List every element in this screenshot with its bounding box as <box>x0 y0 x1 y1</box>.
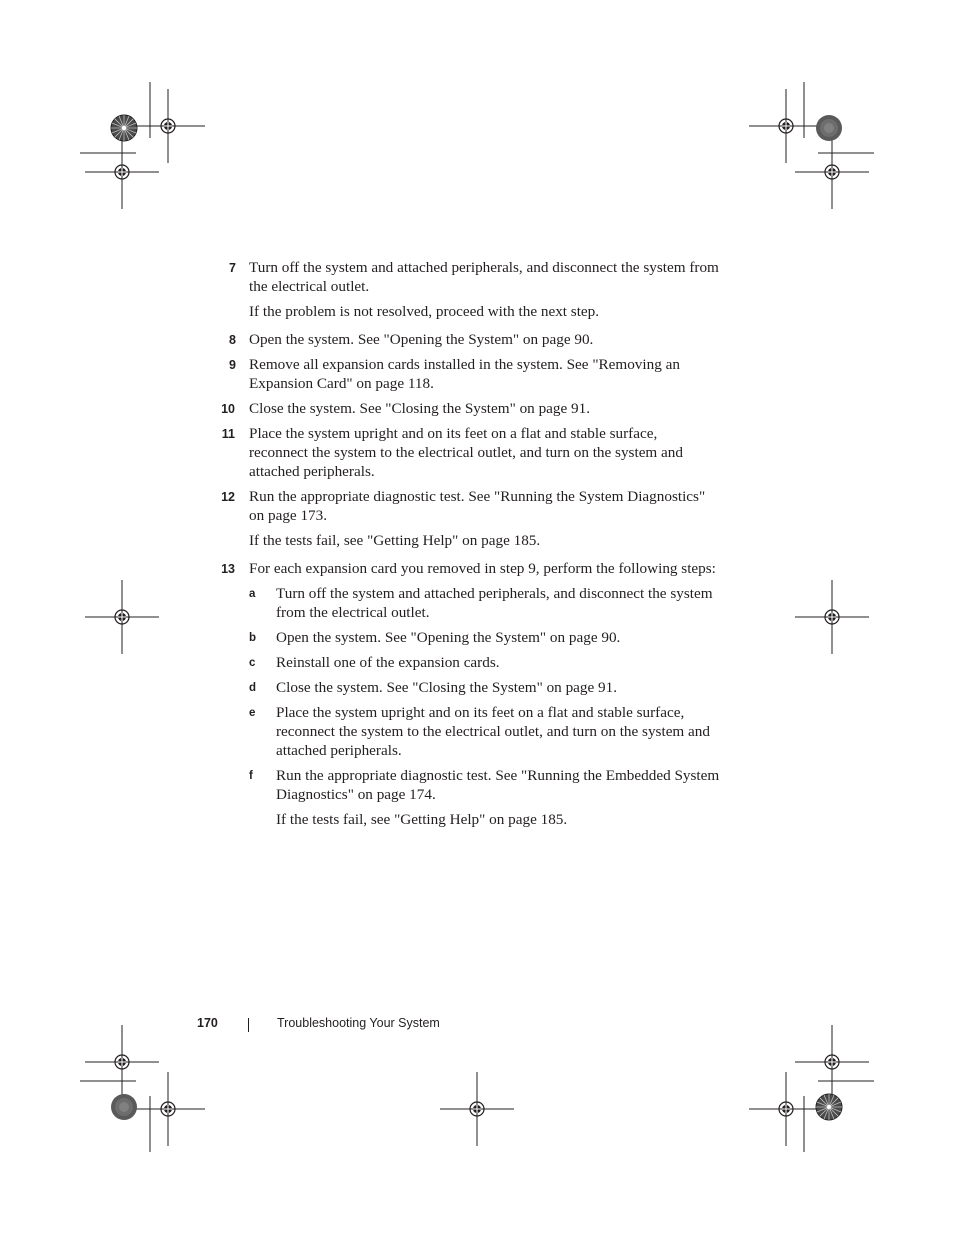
substep-letter: d <box>249 682 257 694</box>
substep-letter: a <box>249 588 256 600</box>
step-number: 11 <box>221 427 235 441</box>
color-target-bottom-left <box>111 1094 137 1120</box>
substep-letter: f <box>249 770 253 782</box>
step-number: 10 <box>221 402 235 416</box>
substep-f <box>249 766 720 804</box>
substep-text: Open the system. See "Opening the System" on page 90. <box>276 629 621 646</box>
step-number: 13 <box>221 562 235 576</box>
step-9 <box>220 355 720 393</box>
step-number: 8 <box>229 333 236 347</box>
color-target-top-right <box>816 115 842 141</box>
step-10 <box>220 399 720 418</box>
color-target-bottom-right <box>816 1094 842 1120</box>
substep-c <box>249 653 720 672</box>
step-note: If the tests fail, see "Getting Help" on page 185. <box>249 532 541 549</box>
registration-mark-left-top <box>85 135 159 209</box>
registration-mark-bottom-center <box>440 1072 514 1146</box>
step-12 <box>220 487 720 525</box>
registration-mark-right-top <box>795 135 869 209</box>
registration-mark-bottom-right <box>749 1072 823 1146</box>
step-number: 9 <box>229 358 236 372</box>
step-text: For each expansion card you removed in step 9, perform the following steps: <box>249 560 716 577</box>
registration-mark-right-bottom <box>795 1025 869 1099</box>
registration-mark-middle-right <box>795 580 869 654</box>
page-number: 170 <box>197 1016 218 1030</box>
procedure-steps <box>220 258 720 829</box>
substep-text: Reinstall one of the expansion cards. <box>276 654 500 671</box>
substep-text: Run the appropriate diagnostic test. See "Running the Embedded System Diagnostics" on page 174. <box>276 767 720 803</box>
step-11 <box>220 424 720 481</box>
substep-b <box>249 628 720 647</box>
registration-mark-middle-left <box>85 580 159 654</box>
registration-mark-top-right <box>749 89 823 163</box>
step-text: Open the system. See "Opening the System" on page 90. <box>249 331 594 348</box>
step-7 <box>220 258 720 296</box>
registration-mark-top-left <box>131 89 205 163</box>
step-number: 12 <box>221 490 235 504</box>
color-target-top-left <box>111 115 137 141</box>
substep-note: If the tests fail, see "Getting Help" on page 185. <box>276 811 568 828</box>
substep-text: Place the system upright and on its feet on a flat and stable surface, reconnect the system to the electrical outlet, and turn on the system and attached peripherals. <box>276 704 710 759</box>
substep-letter: c <box>249 657 256 669</box>
substep-e <box>249 703 720 760</box>
substep-a <box>249 584 720 622</box>
step-text: Remove all expansion cards installed in the system. See "Removing an Expansion Card" on page 118. <box>249 356 680 392</box>
step-note: If the problem is not resolved, proceed with the next step. <box>249 303 600 320</box>
step-text: Turn off the system and attached peripherals, and disconnect the system from the electrical outlet. <box>249 259 719 295</box>
step-number: 7 <box>229 261 236 275</box>
registration-mark-bottom-left <box>131 1072 205 1146</box>
section-title: Troubleshooting Your System <box>277 1016 440 1030</box>
substep-d <box>249 678 720 697</box>
step-text: Close the system. See "Closing the System" on page 91. <box>249 400 591 417</box>
step-text: Place the system upright and on its feet on a flat and stable surface, reconnect the system to the electrical outlet, and turn on the system and attached peripherals. <box>249 425 683 480</box>
substep-text: Turn off the system and attached peripherals, and disconnect the system from the electrical outlet. <box>276 585 713 621</box>
footer-separator <box>248 1018 249 1032</box>
registration-mark-left-bottom <box>85 1025 159 1099</box>
step-text: Run the appropriate diagnostic test. See "Running the System Diagnostics" on page 173. <box>249 488 706 524</box>
step-8 <box>220 330 720 349</box>
substep-letter: e <box>249 707 256 719</box>
step-13 <box>220 559 720 578</box>
substep-letter: b <box>249 632 257 644</box>
substep-text: Close the system. See "Closing the System" on page 91. <box>276 679 618 696</box>
